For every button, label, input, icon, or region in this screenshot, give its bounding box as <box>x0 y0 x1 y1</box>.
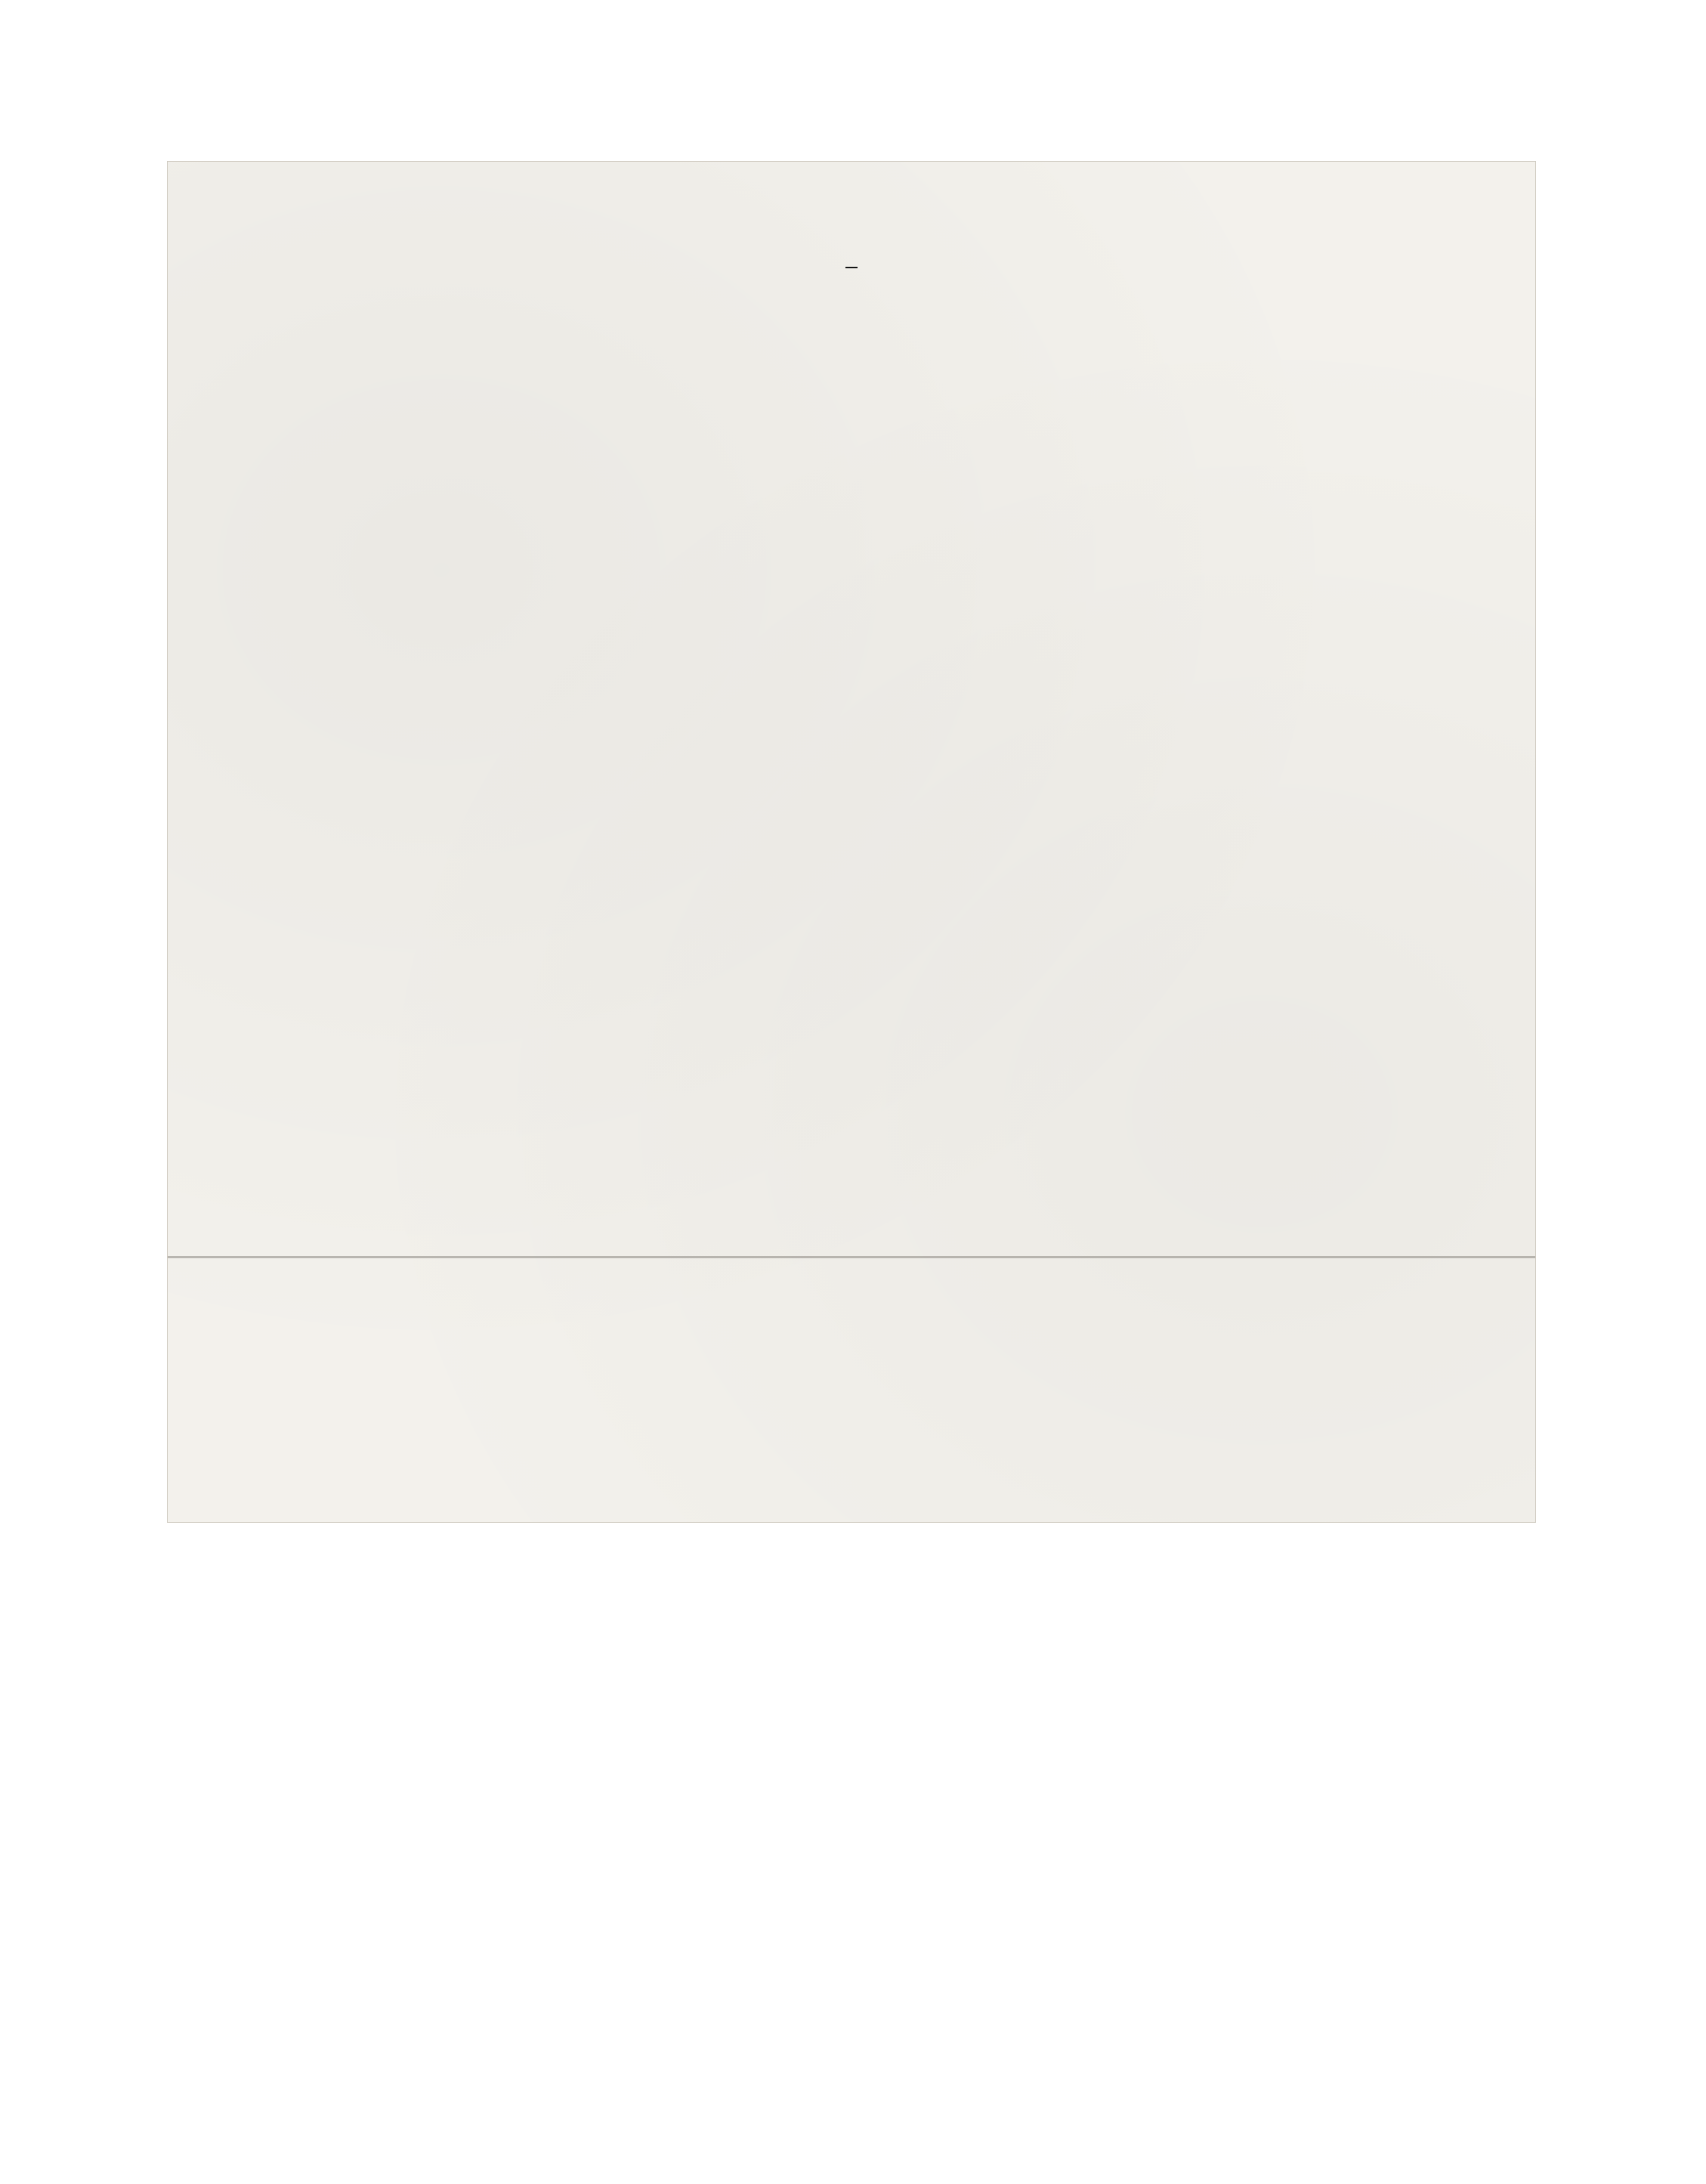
manuscript-divider <box>168 1256 1535 1258</box>
manuscript-subtitle <box>168 234 1535 268</box>
left-text-column <box>167 1585 843 1601</box>
right-text-column <box>860 1585 1536 1601</box>
manuscript-subtitle-text <box>845 235 858 268</box>
manuscript-facsimile <box>167 161 1536 1523</box>
